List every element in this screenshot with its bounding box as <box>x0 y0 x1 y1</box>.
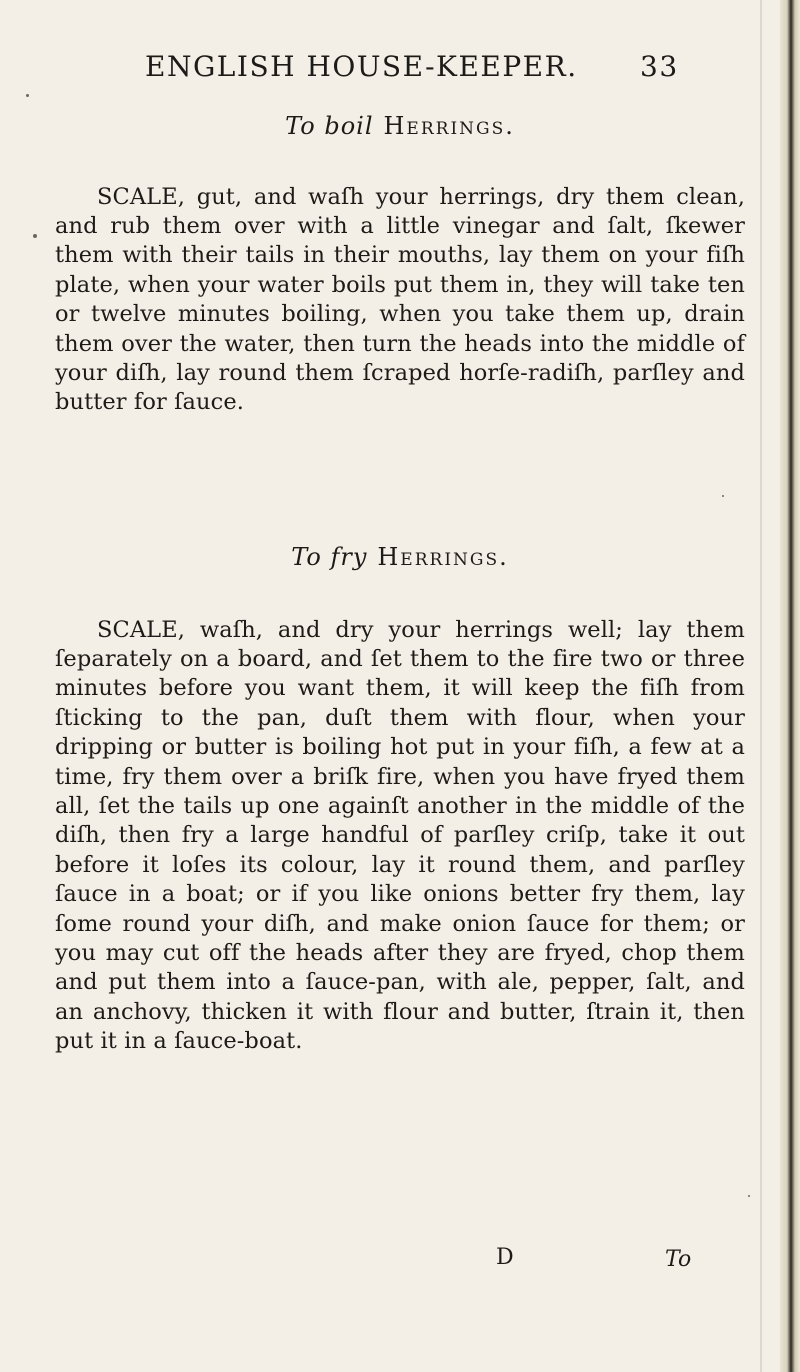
recipe-heading-boil-herrings <box>0 112 800 140</box>
running-header <box>145 50 679 83</box>
signature-mark: D <box>496 1245 514 1270</box>
recipe-text-boil-herrings: SCALE, gut, and waſh your herrings, dry them clean, and rub them over with a little vinegar and ſalt, ſkewer them with their tails in their mouths, lay them on your fiſh plate, when your water boils put them in, they will take ten or twelve minutes boiling, when you take them up, drain them over the water, then turn the heads into the middle of your diſh, lay round them ſcraped horſe-radiſh, parſley and butter for ſauce. <box>55 183 745 416</box>
heading-prefix: To boil <box>285 112 374 140</box>
recipe-heading-fry-herrings <box>0 543 800 571</box>
gutter-shadow <box>760 0 762 1372</box>
running-head-title: ENGLISH HOUSE-KEEPER. <box>145 50 578 83</box>
catchword: To <box>665 1247 692 1272</box>
page-number: 33 <box>640 50 679 83</box>
speck <box>33 234 37 238</box>
heading-title: Herrings. <box>383 112 515 140</box>
heading-title: Herrings. <box>377 543 509 571</box>
speck <box>26 94 29 97</box>
heading-prefix: To fry <box>291 543 368 571</box>
speck <box>748 1195 750 1197</box>
recipe-text-fry-herrings: SCALE, waſh, and dry your herrings well; lay them ſeparately on a board, and ſet them to the fire two or three minutes before you want them, it will keep the fiſh from ſticking to the pan, duſt them with flour, when your dripping or butter is boiling hot put in your fiſh, a few at a time, fry them over a briſk fire, when you have fryed them all, ſet the tails up one againſt another in the middle of the diſh, then fry a large handful of parſley criſp, take it out before it loſes its colour, lay it round them, and parſley ſauce in a boat; or if you like onions better fry them, lay ſome round your diſh, and make onion ſauce for them; or you may cut off the heads after they are fryed, chop them and put them into a ſauce-pan, with ale, pepper, ſalt, and an anchovy, thicken it with flour and butter, ſtrain it, then put it in a ſauce-boat. <box>55 616 745 1055</box>
speck <box>722 495 724 497</box>
page-edge <box>780 0 800 1372</box>
